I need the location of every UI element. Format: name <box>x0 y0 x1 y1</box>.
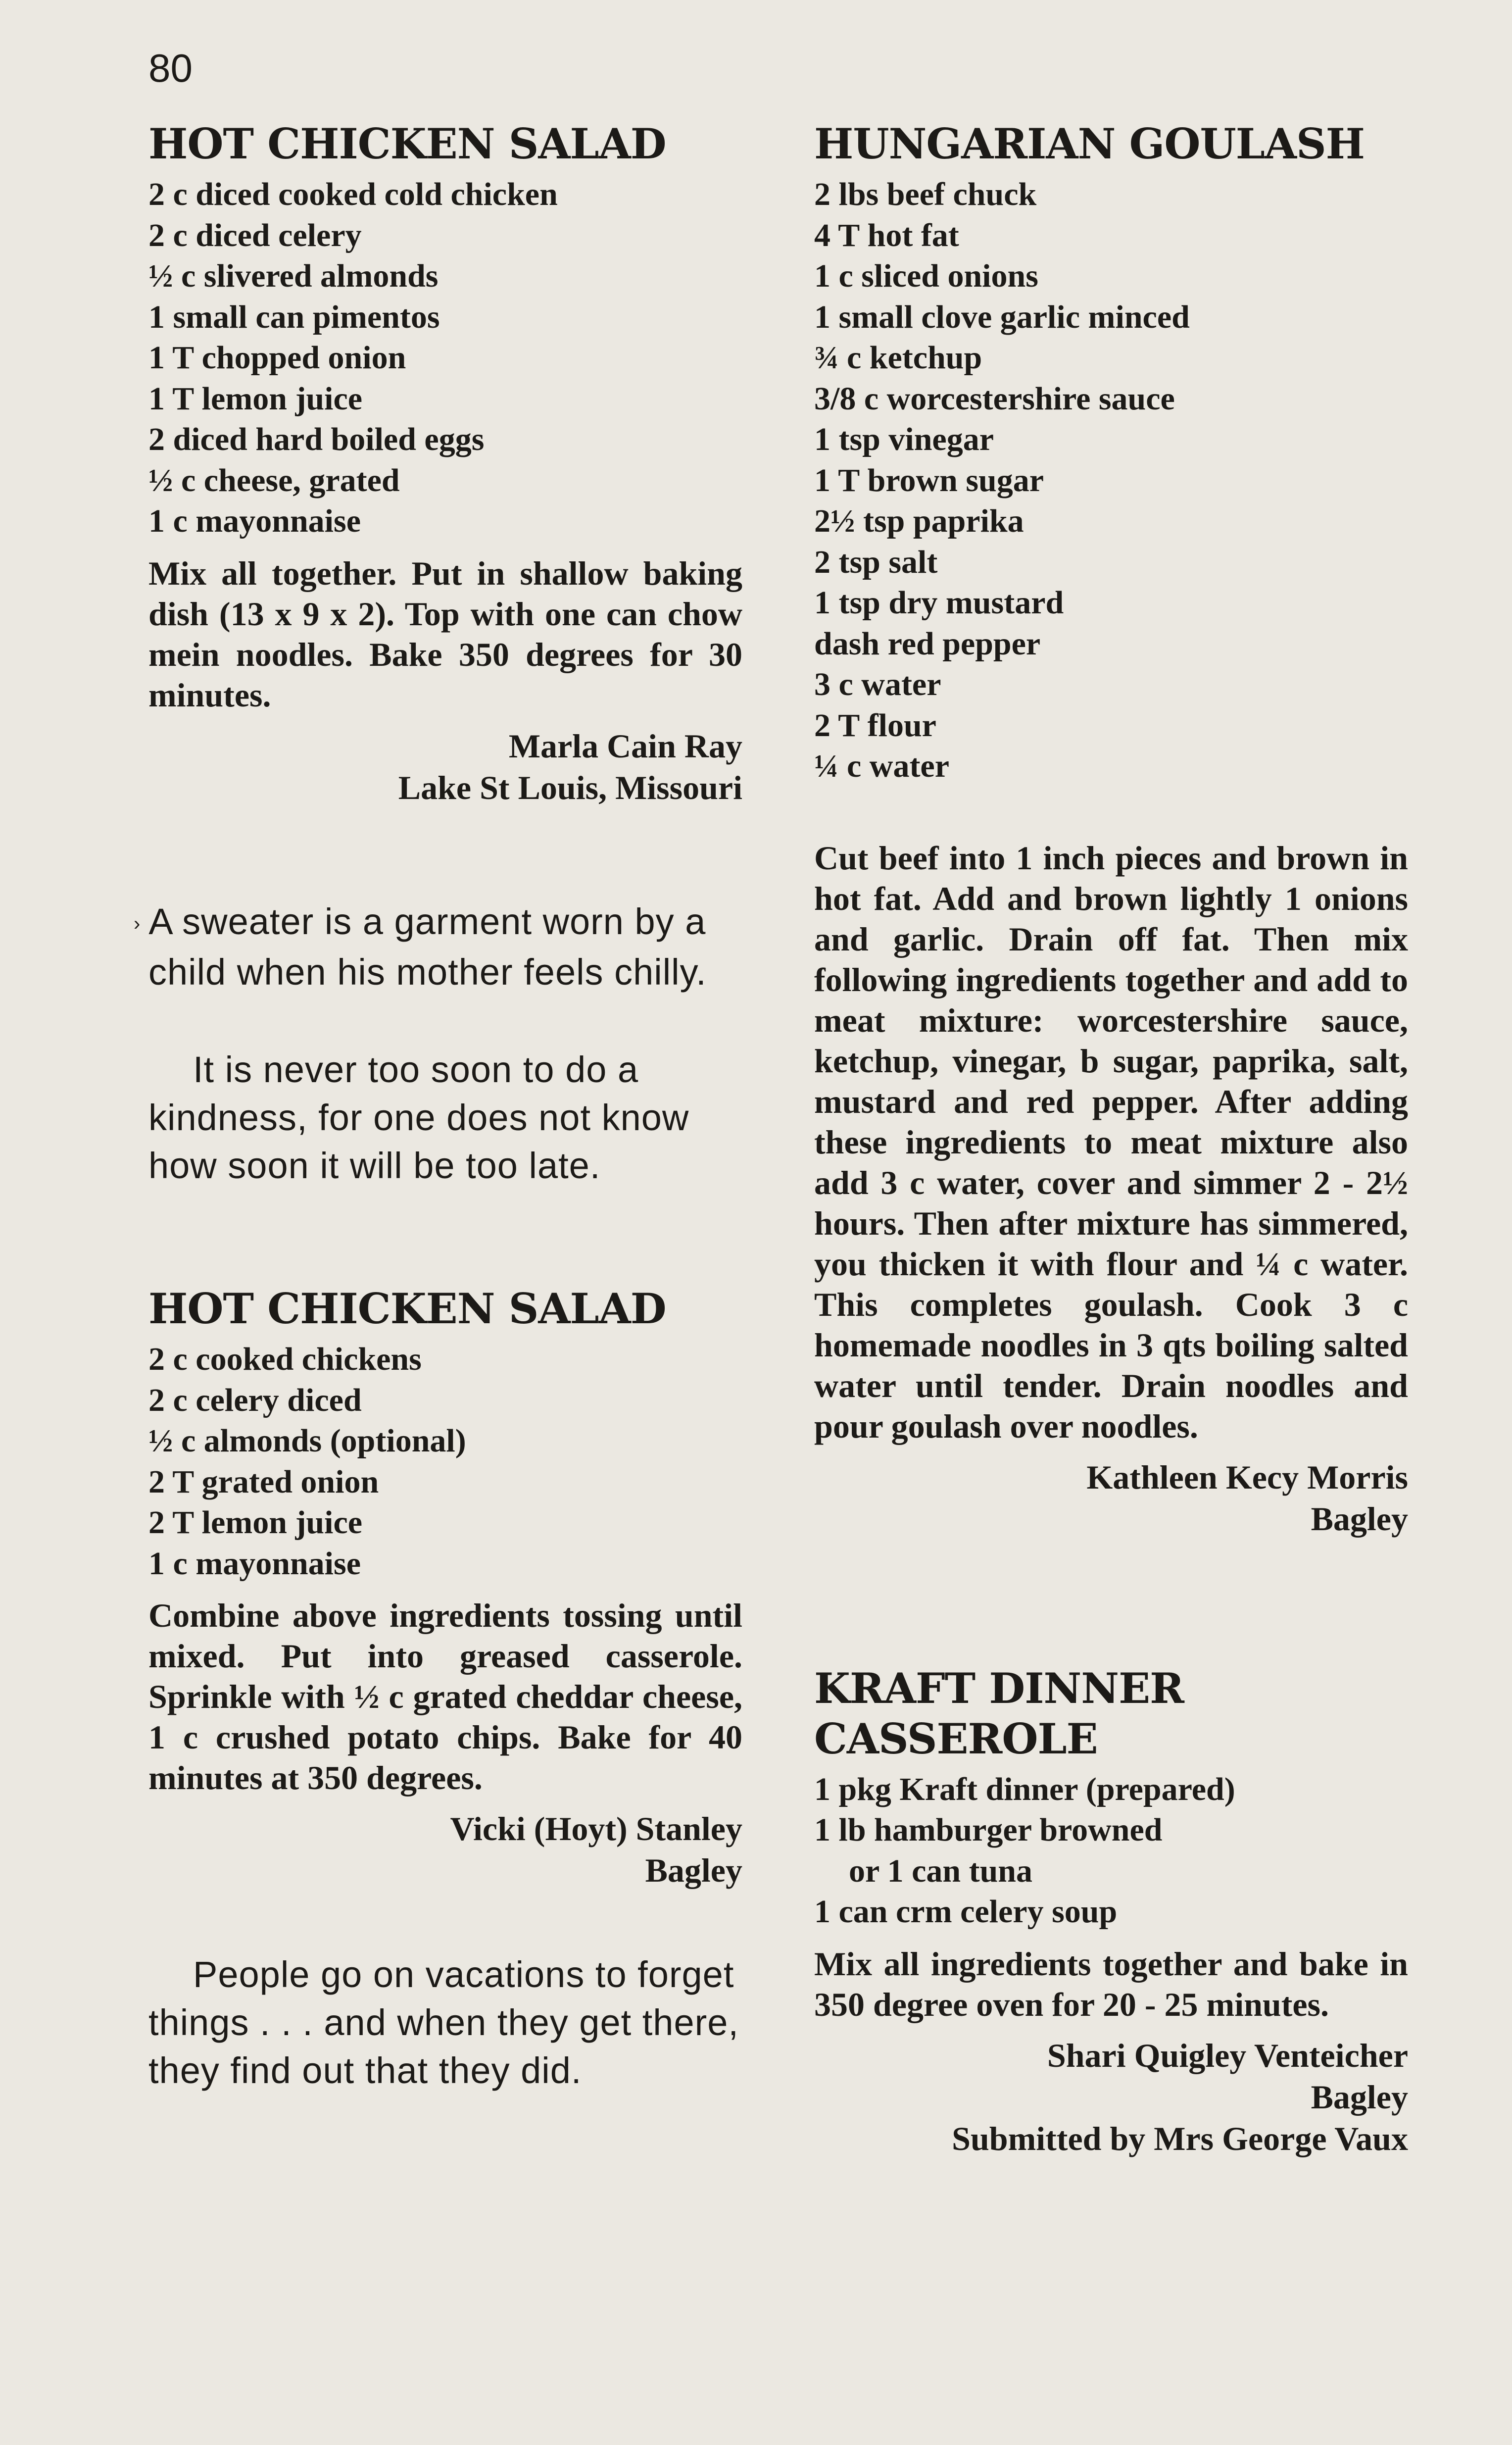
recipe-directions: Mix all together. Put in shallow baking dish (13 x 9 x 2). Top with one can chow mein noodles. Bake 350 degrees for 30 minutes. <box>148 554 742 714</box>
recipe-directions: Cut beef into 1 inch pieces and brown in hot fat. Add and brown lightly 1 onions and garlic. Drain off fat. Then mix following ingredients together and add to meat mixture: worcestershire sauce, ketchup, vinegar, b sugar, paprika, salt, mustard and red pepper. After adding these ingredients to meat mixture also add 3 c water, cover and simmer 2 - 2½ hours. Then after mixture has simmered, you thicken it with flour and ¼ c water. This completes goulash. Cook 3 c homemade noodles in 3 qts boiling salted water until tender. Drain noodles and pour goulash over noodles. <box>814 839 1408 1445</box>
recipe-attribution <box>148 1808 742 1891</box>
recipe-directions: Combine above ingredients tossing until mixed. Put into greased casserole. Sprinkle with ½ c grated cheddar cheese, 1 c crushed potato chips. Bake for 40 minutes at 350 degrees. <box>148 1597 742 1797</box>
ingredient: 1 T chopped onion <box>148 340 406 376</box>
author-location: Lake St Louis, Missouri <box>398 768 742 806</box>
ingredient: 2 T lemon juice <box>148 1504 363 1541</box>
recipe-attribution <box>148 725 742 808</box>
left-column <box>134 119 742 2095</box>
ingredient: 1 c mayonnaise <box>148 503 361 539</box>
ingredient: 1 small clove garlic minced <box>814 299 1190 335</box>
recipe-title: HOT CHICKEN SALAD <box>148 1284 666 1334</box>
recipe-attribution <box>814 1456 1408 1540</box>
recipe-title: HOT CHICKEN SALAD <box>148 119 666 168</box>
ingredient: ¼ c water <box>814 748 950 784</box>
ingredient: 3 c water <box>814 666 941 702</box>
ingredient: 2 diced hard boiled eggs <box>148 421 485 457</box>
ingredient: 1 can crm celery soup <box>814 1894 1118 1930</box>
ingredient: 2 c celery diced <box>148 1382 362 1418</box>
ingredient: 2 T flour <box>814 707 936 744</box>
author-name: Marla Cain Ray <box>508 727 742 765</box>
ingredient: 2½ tsp paprika <box>814 503 1024 539</box>
recipe-title <box>814 1663 1408 1764</box>
quote-text: It is never too soon to do a kindness, for one does not know how soon it will be too late. <box>148 1049 689 1187</box>
ingredient: 1 c sliced onions <box>814 258 1038 294</box>
author-name: Kathleen Kecy Morris <box>1086 1458 1408 1496</box>
author-name: Vicki (Hoyt) Stanley <box>450 1810 742 1848</box>
ingredient: 3/8 c worcestershire sauce <box>814 380 1175 417</box>
ingredient: 1 tsp vinegar <box>814 421 994 457</box>
author-name: Shari Quigley Venteicher <box>1047 2036 1408 2074</box>
ingredient: or 1 can tuna <box>849 1852 1032 1889</box>
quote-vacations <box>148 1950 742 2095</box>
recipe-title-line: KRAFT DINNER <box>814 1663 1184 1713</box>
ingredient: 2 c diced cooked cold chicken <box>148 176 558 212</box>
ingredient: 1 c mayonnaise <box>148 1545 361 1582</box>
ingredient: 2 c diced celery <box>148 217 362 253</box>
ingredient: ½ c almonds (optional) <box>148 1423 466 1459</box>
ingredient: 2 T grated onion <box>148 1463 379 1500</box>
author-location: Bagley <box>1311 2078 1408 2116</box>
recipe-kraft-dinner-casserole <box>814 1663 1408 2159</box>
quote-kindness <box>148 1046 742 1190</box>
ingredient-list <box>814 1769 1408 1933</box>
recipe-directions: Mix all ingredients together and bake in 350 degree oven for 20 - 25 minutes. <box>814 1945 1408 2023</box>
author-location: Bagley <box>645 1851 742 1890</box>
ingredient: 4 T hot fat <box>814 217 959 253</box>
ingredient: 1 tsp dry mustard <box>814 585 1064 621</box>
ingredient-list <box>148 174 742 542</box>
ingredient-list <box>148 1339 742 1584</box>
ingredient: ½ c cheese, grated <box>148 462 400 499</box>
bullet-mark: › <box>134 913 141 935</box>
ingredient: ¾ c ketchup <box>814 340 982 376</box>
right-column <box>814 119 1408 2159</box>
recipe-attribution <box>814 2035 1408 2159</box>
recipe-hungarian-goulash <box>814 119 1408 1540</box>
quote-text: People go on vacations to forget things . . . and when they get there, they find out that they did. <box>148 1954 739 2092</box>
ingredient: 2 tsp salt <box>814 544 938 580</box>
ingredient: 1 lb hamburger browned <box>814 1812 1163 1848</box>
ingredient-list <box>814 174 1408 787</box>
quote-text: A sweater is a garment worn by a child when his mother feels chilly. <box>148 900 707 993</box>
ingredient: ½ c slivered almonds <box>148 258 439 294</box>
recipe-hot-chicken-salad-1 <box>148 119 742 808</box>
ingredient: 1 T brown sugar <box>814 462 1044 499</box>
submitted-by: Submitted by Mrs George Vaux <box>952 2119 1408 2157</box>
recipe-title-line: CASSEROLE <box>814 1714 1098 1763</box>
recipe-title: HUNGARIAN GOULASH <box>814 119 1365 168</box>
quote-sweater <box>134 898 742 997</box>
ingredient: 1 small can pimentos <box>148 299 440 335</box>
recipe-hot-chicken-salad-2 <box>148 1284 742 1891</box>
page-number: 80 <box>148 46 193 90</box>
ingredient: 2 c cooked chickens <box>148 1341 422 1378</box>
ingredient: 1 pkg Kraft dinner (prepared) <box>814 1771 1235 1807</box>
ingredient: 2 lbs beef chuck <box>814 176 1037 212</box>
ingredient: dash red pepper <box>814 625 1041 662</box>
author-location: Bagley <box>1311 1499 1408 1538</box>
ingredient: 1 T lemon juice <box>148 380 363 417</box>
